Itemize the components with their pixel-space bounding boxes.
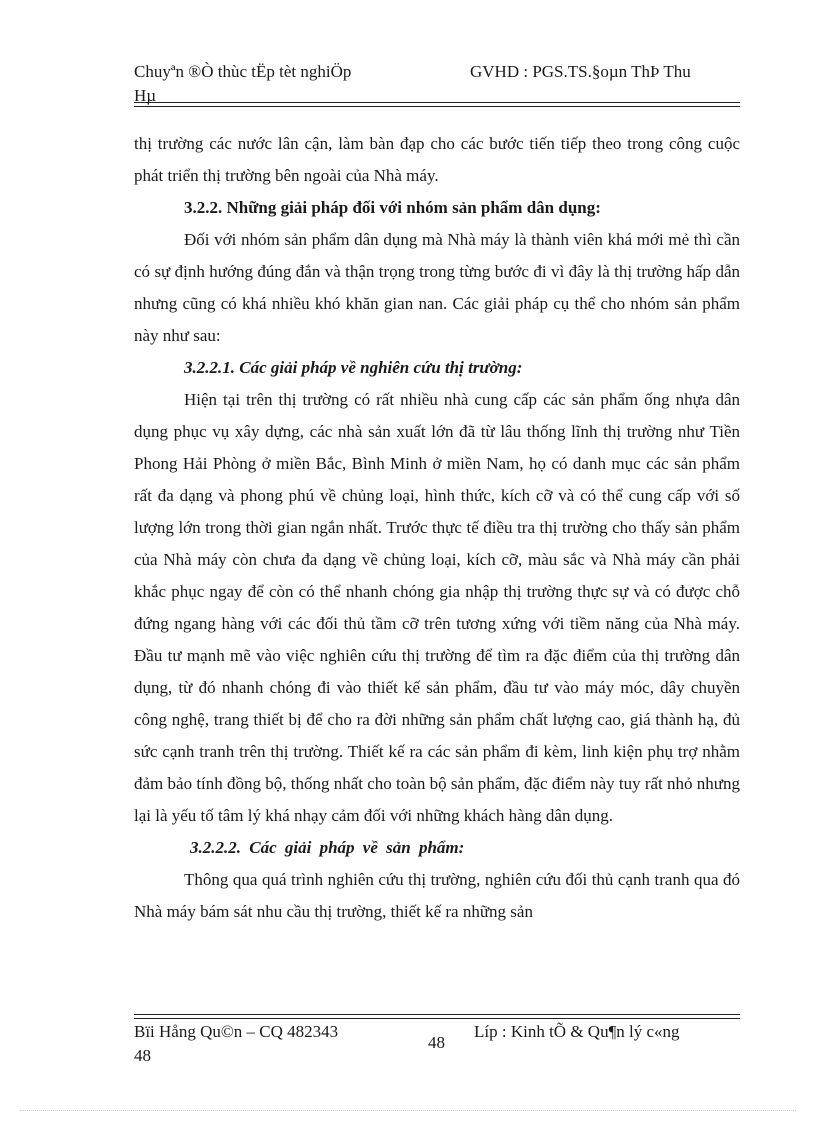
footer-rule-top [134, 1014, 740, 1015]
body-text [134, 128, 740, 928]
footer-author: Bïi Hång Qu©n – CQ 482343 [134, 1022, 339, 1041]
header-left-title: Chuyªn ®Ò thùc tËp tèt nghiÖp [134, 62, 352, 81]
header-left-continuation: Hµ [134, 86, 157, 105]
page-boundary-dotted-line [20, 1110, 796, 1111]
paragraph-market-research: Hiện tại trên thị trường có rất nhiều nhà cung cấp các sản phẩm ống nhựa dân dụng phục vụ xây dựng, các nhà sản xuất lớn đã từ lâu thống lĩnh thị trường như Tiền Phong Hải Phòng ở miền Bắc, Bình Minh ở miền Nam, họ có danh mục các sản phẩm rất đa dạng và phong phú về chủng loại, hình thức, kích cỡ và có thể cung cấp với số lượng lớn trong thời gian ngắn nhất. Trước thực tế điều tra thị trường cho thấy sản phẩm của Nhà máy còn chưa đa dạng về chủng loại, kích cỡ, màu sắc và Nhà máy cần phải khắc phục ngay để còn có thể nhanh chóng gia nhập thị trường thực sự và có được chỗ đứng ngang hàng với các đối thủ tầm cỡ trên tương xứng với tiềm năng của Nhà máy. Đầu tư mạnh mẽ vào việc nghiên cứu thị trường để tìm ra đặc điểm của thị trường dân dụng, từ đó nhanh chóng đi vào thiết kế sản phẩm, đầu tư vào máy móc, dây chuyền công nghệ, trang thiết bị để cho ra đời những sản phẩm chất lượng cao, giá thành hạ, đủ sức cạnh tranh trên thị trường. Thiết kế ra các sản phẩm đi kèm, linh kiện phụ trợ nhằm đảm bảo tính đồng bộ, thống nhất cho toàn bộ sản phẩm, đặc điểm này tuy rất nhỏ nhưng lại là yếu tố tâm lý khá nhạy cảm đối với những khách hàng dân dụng. [134, 390, 740, 825]
footer-right-class: Líp : Kinh tÕ & Qu¶n lý c«ng [474, 1022, 680, 1041]
header-right-supervisor: GVHD : PGS.TS.§oµn ThÞ Thu [470, 62, 691, 81]
paragraph-continuation: thị trường các nước lân cận, làm bàn đạp cho các bước tiến tiếp theo trong công cuộc phát triển thị trường bên ngoài của Nhà máy. [134, 134, 740, 185]
section-heading-3-2-2: 3.2.2. Những giải pháp đối với nhóm sản phẩm dân dụng: [184, 198, 601, 217]
subsection-heading-3-2-2-2: 3.2.2.2. Các giải pháp về sản phẩm: [190, 838, 465, 857]
footer-author-continuation: 48 [134, 1046, 151, 1065]
paragraph-intro: Đối với nhóm sản phẩm dân dụng mà Nhà máy là thành viên khá mới mẻ thì cần có sự định hướng đúng đắn và thận trọng trong từng bước đi vì đây là thị trường hấp dẫn nhưng cũng có khá nhiều khó khăn gian nan. Các giải pháp cụ thể cho nhóm sản phẩm này như sau: [134, 230, 740, 345]
header-rule-top [134, 102, 740, 103]
paragraph-product: Thông qua quá trình nghiên cứu thị trường, nghiên cứu đối thủ cạnh tranh qua đó Nhà máy bám sát nhu cầu thị trường, thiết kế ra những sản [134, 870, 740, 921]
footer-rule-bottom [134, 1018, 740, 1019]
header-left [134, 60, 434, 108]
page-number: 48 [428, 1033, 445, 1052]
header-rule-bottom [134, 106, 740, 107]
footer-left [134, 1020, 404, 1068]
subsection-heading-3-2-2-1: 3.2.2.1. Các giải pháp về nghiên cứu thị trường: [184, 358, 523, 377]
